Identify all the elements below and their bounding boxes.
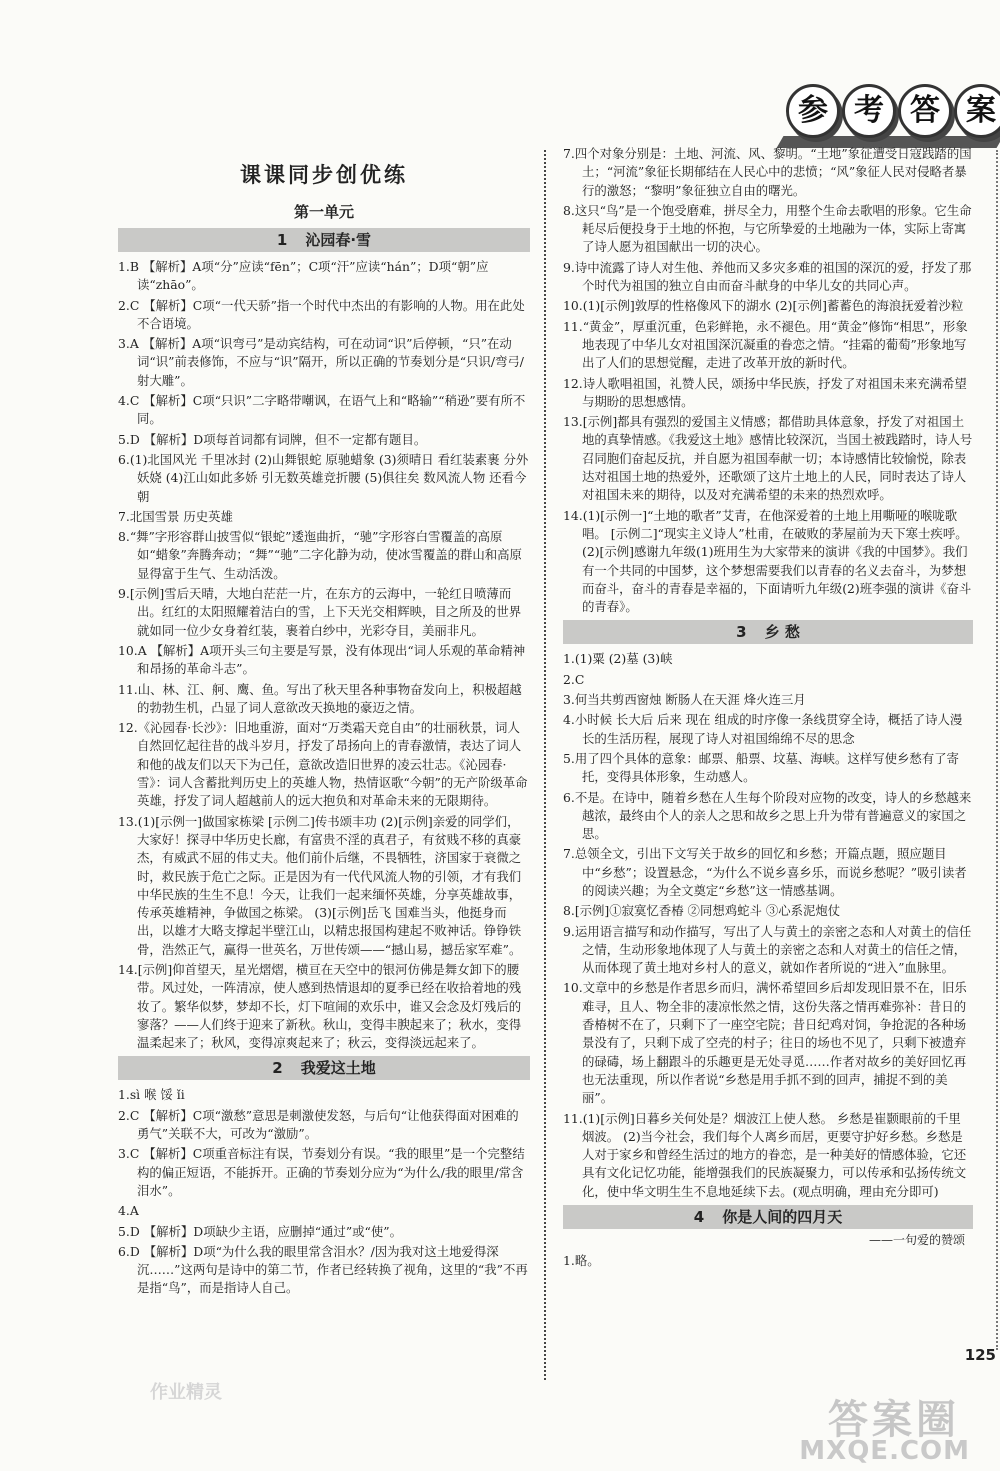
watermark-logo: 答案圈 xyxy=(828,1397,960,1443)
answer-item: 12.《沁园春·长沙》：旧地重游，面对“万类霜天竞自由”的壮丽秋景，词人自然回忆起往昔的战斗岁月，抒发了昂扬向上的青春激情，表达了词人和他的战友们以天下为己任，意欲改造旧世界的凌云壮志。《沁园春·雪》：词人含蓄批判历史上的英雄人物，热情讴歌“今朝”的无产阶级革命英雄，抒发了词人超越前人的远大抱负和对革命未来的无限期待。 xyxy=(118,720,528,809)
section-title: 乡 愁 xyxy=(764,623,800,642)
section-number: 1 xyxy=(276,231,288,249)
answer-item: 11.(1)[示例]日暮乡关何处是？烟波江上使人愁。 乡愁是崔颢眼前的千里烟波。 (2)当今社会，我们每个人离乡而居，更要守护好乡愁。乡愁是人对于家乡和曾经生活过的地方的眷恋，是一种美好的情感体验，它还具有文化记忆功能，能增强我们的民族凝聚力，可以传承和弘扬传统文化，使中华文明生生不息地延续下去。(观点明确，理由充分即可) xyxy=(563,1110,967,1199)
section-title: 我爱这土地 xyxy=(300,1059,376,1078)
section-number: 3 xyxy=(736,623,747,642)
page-edge-marks xyxy=(990,150,998,1350)
answer-item: 1.略。 xyxy=(563,1253,600,1269)
answer-item: 3.C 【解析】C项重音标注有误，节奏划分有误。“我的眼里”是一个完整结构的偏正短语，不能拆开。正确的节奏划分应为“为什么/我的眼里/常含泪水”。 xyxy=(118,1146,525,1198)
section-number: 4 xyxy=(693,1208,705,1227)
answer-item: 10.A 【解析】A项开头三句主要是写景，没有体现出“词人乐观的革命精神和昂扬的革命斗志”。 xyxy=(118,642,526,677)
answer-list xyxy=(563,650,973,1201)
section-number: 2 xyxy=(272,1059,283,1078)
section-header xyxy=(118,228,530,252)
answer-item: 4.A xyxy=(118,1203,139,1219)
watermark-url: MXQE.COM xyxy=(799,1436,970,1466)
section-header xyxy=(563,620,973,644)
answer-list xyxy=(118,1086,530,1297)
answer-item: 1.sì 喉 馁 ǐi xyxy=(118,1087,185,1103)
answer-item: 5.D 【解析】D项每首词都有词牌，但不一定都有题目。 xyxy=(118,431,427,447)
section-subtitle: ——一句爱的赞颂 xyxy=(868,1233,965,1248)
banner-char: 案 xyxy=(954,84,1000,138)
answer-item: 8.[示例]①寂寞忆香椿 ②同想鸡蛇斗 ③心系泥炮仗 xyxy=(563,903,841,919)
banner-char: 答 xyxy=(898,84,952,138)
answer-item: 11.“黄金”，厚重沉重，色彩鲜艳，永不褪色。用“黄金”修饰“相思”，形象地表现了中华儿女对祖国深沉凝重的眷恋之情。“挂霜的葡萄”形象地写出了人们的思想觉醒，走进了改革开放的新时代。 xyxy=(563,318,968,371)
answer-item: 10.(1)[示例]敦厚的性格像风下的湖水 (2)[示例]蓄蓄色的海浪抚爱着沙粒 xyxy=(563,298,964,314)
column-divider xyxy=(544,150,546,1380)
section-title: 沁园春·雪 xyxy=(305,231,372,249)
answer-list xyxy=(118,258,530,1052)
answer-item: 8.“舞”字形容群山披雪似“银蛇”逶迤曲折，“驰”字形容白雪覆盖的高原如“蜡象”奔腾奔动；“舞”“驰”二字化静为动，使冰雪覆盖的群山和高原显得富于生气、生动活泼。 xyxy=(118,529,522,581)
answer-item: 13.[示例]都具有强烈的爱国主义情感；都借助具体意象，抒发了对祖国土地的真挚情感。《我爱这土地》感情比较深沉，当国土被践踏时，诗人号召同胞们奋起反抗，并自愿为祖国奉献一切；本诗感情比较愉悦，除表达对祖国土地的热爱外，还歌颂了这片土地上的人民，同时表达了诗人对祖国未来的期待，以及对充满希望的未来的热烈欢呼。 xyxy=(563,414,973,503)
answer-item: 3.何当共剪西窗烛 断肠人在天涯 烽火连三月 xyxy=(563,692,806,708)
answer-item: 13.(1)[示例一]做国家栋梁 [示例二]传书颂丰功 (2)[示例]亲爱的同学们，大家好！探寻中华历史长廊，有富贵不淫的真君子，有贫贱不移的真豪杰，有威武不屈的伟丈夫。他们前仆后继，不畏牺牲，济国家于衰微之时，救民族于危亡之际。正是因为有一代代风流人物的引领，才有我们中华民族的生生不息！今天，让我们一起来缅怀英雄，分享英雄故事，传承英雄精神，争做国之栋梁。 (3)[示例]岳飞 国难当头，他挺身而出，以雄才大略支撑起半壁江山，以精忠报国构建起不败神话。铮铮铁骨，浩然正气，赢得一世英名，万世传颂——“撼山易，撼岳家军难”。 xyxy=(118,813,522,957)
section-title: 你是人间的四月天 xyxy=(722,1208,843,1227)
answer-list xyxy=(563,145,973,616)
right-column xyxy=(563,145,973,1272)
answer-item: 14.(1)[示例一]“土地的歌者”艾青，在他深爱着的土地上用嘶哑的喉咙歌唱。 [示例二]“现实主义诗人”杜甫，在破败的茅屋前为天下寒士疾呼。 (2)[示例]感谢九年级(1)班用生为大家带来的演讲《我的中国梦》。我们有一个共同的中国梦，这个梦想需要我们以青春的名义去奋斗，为梦想而奋斗，奋斗的青春是幸福的，下面请听九年级(2)班李强的演讲《奋斗的青春》。 xyxy=(563,507,972,615)
answer-item: 9.运用语言描写和动作描写，写出了人与黄土的亲密之态和人对黄土的信任之情，生动形象地体现了人与黄土的亲密之态和人对黄土的信任之情，从而体现了黄土地对乡村人的意义，就如作者所说的“进入”血脉里。 xyxy=(563,923,972,976)
answer-item: 5.用了四个具体的意象：邮票、船票、坟墓、海峡。这样写使乡愁有了寄托，变得具体形象，生动感人。 xyxy=(563,750,959,785)
page-title: 课课同步创优练 xyxy=(240,163,408,187)
unit-title: 第一单元 xyxy=(293,203,354,221)
answer-item: 4.C 【解析】C项“只识”二字略带嘲讽，在语气上和“略输”“稍逊”要有所不同。 xyxy=(118,393,526,427)
answer-item: 7.总领全文，引出下文写关于故乡的回忆和乡愁；开篇点题，照应题目中“乡愁”；设置悬念，“为什么不说乡喜乡乐，而说乡愁呢？”吸引读者的阅读兴趣；为全文奠定“乡愁”这一情感基调。 xyxy=(563,846,967,898)
answer-item: 1.B 【解析】A项“分”应读“fēn”；C项“汗”应读“hán”；D项“朝”应读“zhāo”。 xyxy=(118,259,489,293)
answer-item: 5.D 【解析】D项缺少主语，应删掉“通过”或“使”。 xyxy=(118,1223,402,1239)
answer-item: 9.诗中流露了诗人对生他、养他而又多灾多难的祖国的深沉的爱，抒发了那个时代为祖国的独立自由而奋斗献身的中华儿女的共同心声。 xyxy=(563,259,972,294)
answer-item: 8.这只“鸟”是一个饱受磨难，拼尽全力，用整个生命去歌唱的形象。它生命耗尽后便投身于土地的怀抱，与它所挚爱的土地融为一体，实际上寄寓了诗人愿为祖国献出一切的决心。 xyxy=(563,202,972,255)
left-column xyxy=(118,145,530,1300)
banner-char: 参 xyxy=(786,84,840,138)
section-header xyxy=(118,1056,530,1080)
answer-item: 6.D 【解析】D项“为什么我的眼里常含泪水？/因为我对这土地爱得深沉……”这两句是诗中的第二节，作者已经转换了视角，这里的“我”不再是指“鸟”，而是指诗人自己。 xyxy=(118,1243,528,1296)
answer-item: 2.C 【解析】C项“激愁”意思是刺激使发怒，与后句“让他获得面对困难的勇气”关联不大，可改为“激励”。 xyxy=(118,1107,519,1142)
answer-item: 14.[示例]仰首望天，星光熠熠，横亘在天空中的银河仿佛是舞女卸下的腰带。风过处，一阵清凉，使人感到热情退却的夏季已经在收拾着地的残妆了。繁华似梦，梦却不长，灯下喧闹的欢乐中，谁又会念及灯残后的寥落？——人们终于迎来了新秋。秋山，变得丰腴起来了；秋水，变得温柔起来了；秋风，变得凉爽起来了；秋云，变得淡远起来了。 xyxy=(118,961,522,1051)
answer-item: 3.A 【解析】A项“识弯弓”是动宾结构，可在动词“识”后停顿，“只”在动词“识”前表修饰，不应与“识”隔开，所以正确的节奏划分是“只识/弯弓/射大雕”。 xyxy=(118,336,524,388)
answer-item: 1.(1)粟 (2)墓 (3)峡 xyxy=(563,651,673,667)
section-header xyxy=(563,1205,973,1229)
watermark-faded: 作业精灵 xyxy=(150,1382,222,1403)
answer-list xyxy=(563,1252,973,1270)
answer-item: 2.C xyxy=(563,671,585,687)
answer-item: 11.山、林、江、舸、鹰、鱼。写出了秋天里各种事物奋发向上，积极超越的勃勃生机，凸显了词人意欲改天换地的豪迈之情。 xyxy=(118,681,522,715)
answer-item: 12.诗人歌唱祖国，礼赞人民，颂扬中华民族，抒发了对祖国未来充满希望与期盼的思想感情。 xyxy=(563,375,967,409)
answer-item: 2.C 【解析】C项“一代天骄”指一个时代中杰出的有影响的人物。用在此处不合语境。 xyxy=(118,297,525,331)
answer-item: 4.小时候 长大后 后来 现在 组成的时序像一条线贯穿全诗，概括了诗人漫长的生活历程，展现了诗人对祖国绵绵不尽的思念 xyxy=(563,712,963,746)
answer-item: 7.北国雪景 历史英雄 xyxy=(118,508,233,524)
answer-item: 7.四个对象分别是：土地、河流、风、黎明。“土地”象征遭受日寇践踏的国土；“河流”象征长期郁结在人民心中的悲愤；“风”象征人民对侵略者暴行的激怒；“黎明”象征独立自由的曙光。 xyxy=(563,146,972,198)
answer-item: 10.文章中的乡愁是作者思乡而归，满怀希望回乡后却发现旧景不在，旧乐难寻，且人、物全非的凄凉怅然之情，这份失落之情再难弥补：昔日的香椿树不在了，只剩下了一座空宅院；昔日纪鸡对饲，争抢泥的各种场景没有了，只剩下成了空壳的村子；往日的场也不见了，只剩下被遗弃的碌碡，场上翻跟斗的乐趣更是无处寻觅……作者对故乡的美好回忆再也无法重现，所以作者说“乡愁是用手抓不到的回声，捕捉不到的美丽”。 xyxy=(563,980,967,1106)
answer-item: 6.不是。在诗中，随着乡愁在人生每个阶段对应物的改变，诗人的乡愁越来越浓，最终由个人的亲人之思和故乡之思上升为带有普遍意义的家国之思。 xyxy=(563,789,972,842)
page-number: 125 xyxy=(964,1346,996,1364)
banner-char: 考 xyxy=(842,84,896,138)
answer-item: 9.[示例]雪后天晴，大地白茫茫一片，在东方的云海中，一轮红日喷薄而出。红红的太阳照耀着洁白的雪，上下天光交相辉映，目之所及的世界就如同一位少女身着红装，裹着白纱中，光彩夺目，美丽非凡。 xyxy=(118,586,522,638)
answer-item: 6.(1)北国风光 千里冰封 (2)山舞银蛇 原驰蜡象 (3)须晴日 看红装素裹 分外妖娆 (4)江山如此多娇 引无数英雄竞折腰 (5)俱往矣 数风流人物 还看今朝 xyxy=(118,451,529,504)
